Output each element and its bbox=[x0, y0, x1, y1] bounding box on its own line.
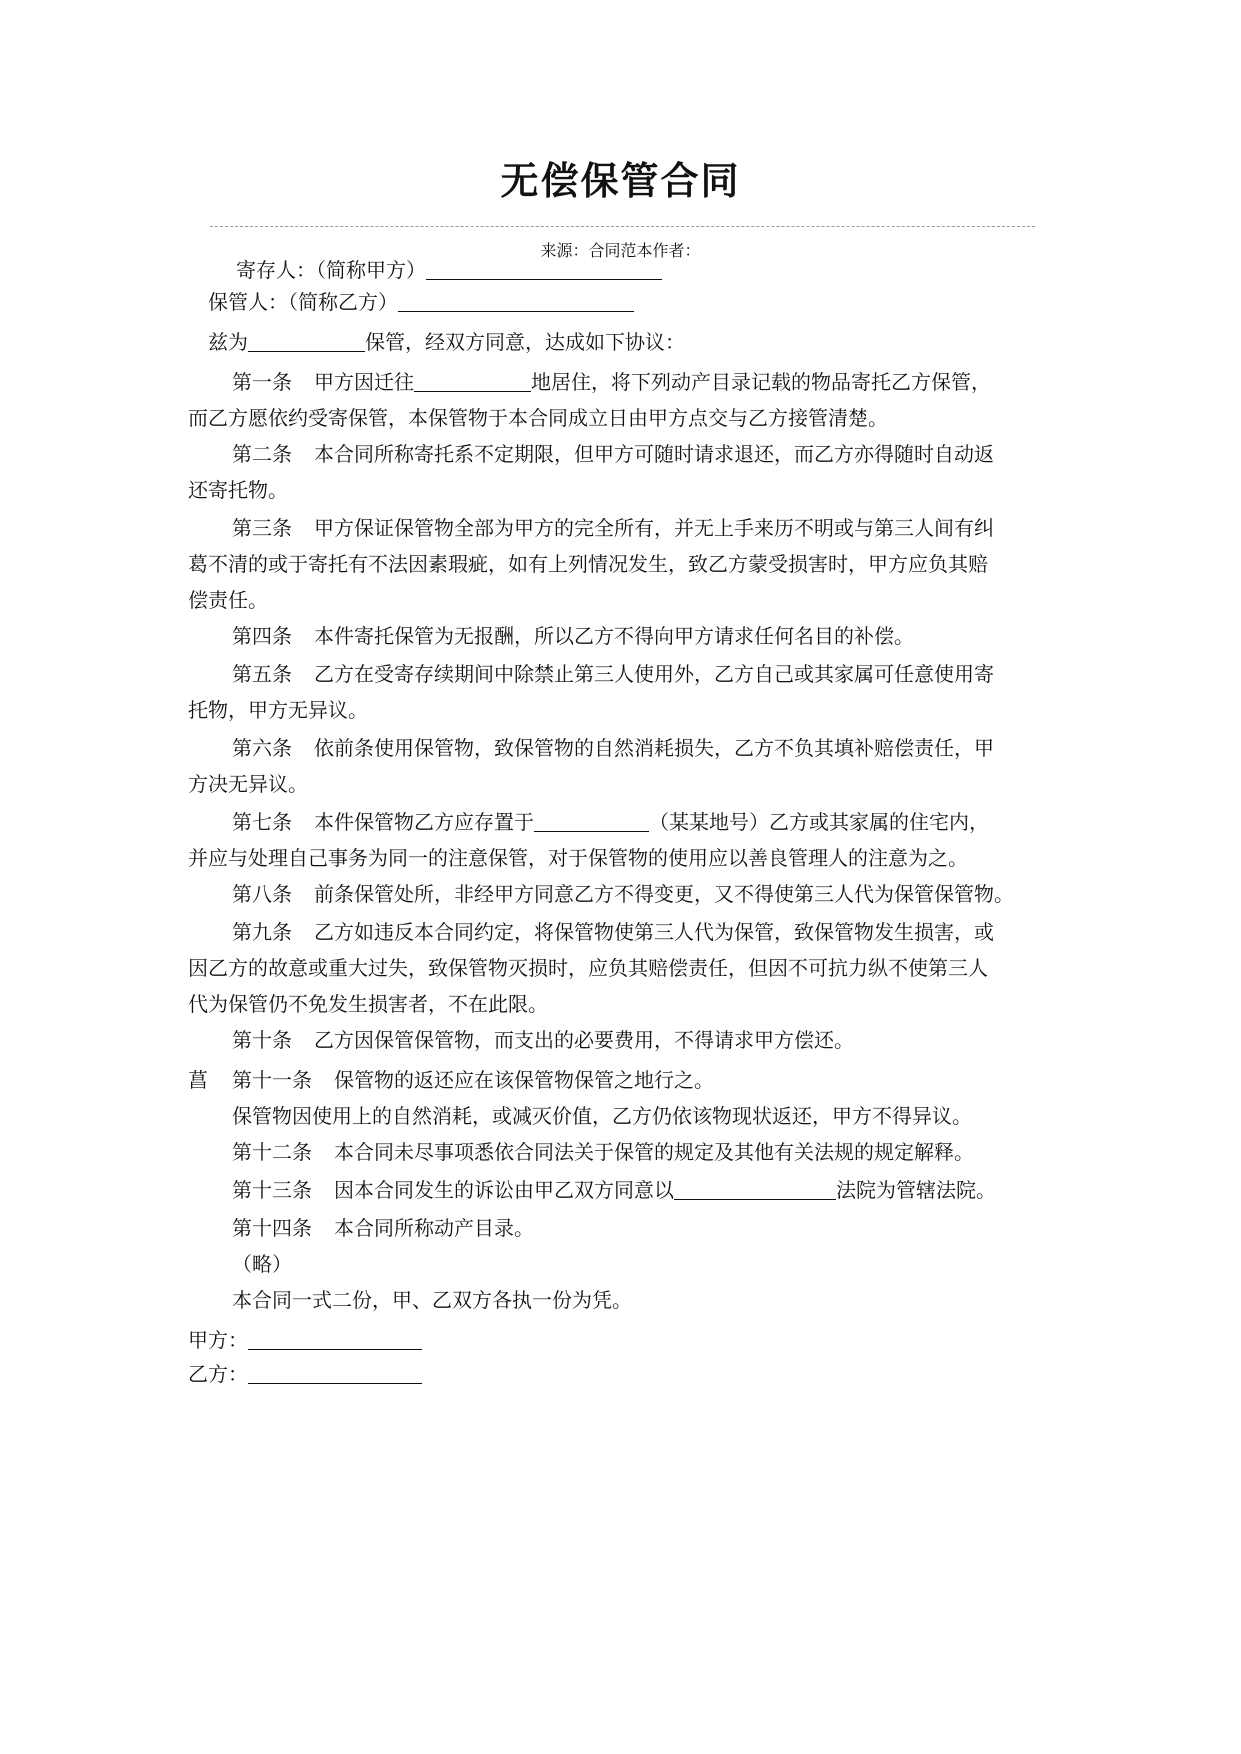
article-13-number: 第十三条 bbox=[232, 1178, 312, 1202]
article-11-number: 第十一条 bbox=[232, 1068, 312, 1092]
article-2-number: 第二条 bbox=[232, 442, 292, 466]
article-3-line-2: 葛不清的或于寄托有不法因素瑕疵，如有上列情况发生，致乙方蒙受损害时，甲方应负其赔 bbox=[188, 552, 988, 576]
article-11-text: 保管物的返还应在该保管物保管之地行之。 bbox=[334, 1068, 714, 1092]
article-1-text-cont: 地居住，将下列动产目录记载的物品寄托乙方保管， bbox=[531, 370, 991, 394]
article-1-text: 甲方因迁往 bbox=[314, 370, 414, 394]
article-6-number: 第六条 bbox=[232, 736, 292, 760]
article-14 bbox=[188, 1210, 1068, 1282]
source-line: 来源：合同范本作者： bbox=[540, 241, 701, 260]
article-13-text-cont: 法院为管辖法院。 bbox=[836, 1178, 996, 1202]
article-7-blank[interactable] bbox=[534, 807, 649, 832]
article-8-number: 第八条 bbox=[232, 882, 292, 906]
article-1-number: 第一条 bbox=[232, 370, 292, 394]
article-8-text: 前条保管处所，非经甲方同意乙方不得变更，又不得使第三人代为保管保管物。 bbox=[314, 882, 1014, 906]
article-6-text: 依前条使用保管物，致保管物的自然消耗损失，乙方不负其填补赔偿责任，甲 bbox=[314, 736, 994, 760]
article-3 bbox=[188, 510, 1068, 618]
article-10-text: 乙方因保管保管物，而支出的必要费用，不得请求甲方偿还。 bbox=[314, 1028, 854, 1052]
copies-line bbox=[188, 1282, 1068, 1318]
article-2-text: 本合同所称寄托系不定期限，但甲方可随时请求退还，而乙方亦得随时自动返 bbox=[314, 442, 994, 466]
intro-text-a: 兹为 bbox=[208, 330, 248, 354]
article-12-number: 第十二条 bbox=[232, 1140, 312, 1164]
article-1 bbox=[188, 364, 1068, 436]
signature-party-a bbox=[188, 1322, 1068, 1358]
document-title: 无偿保管合同 bbox=[500, 158, 741, 203]
article-12-text: 本合同未尽事项悉依合同法关于保管的规定及其他有关法规的规定解释。 bbox=[334, 1140, 974, 1164]
article-14-text: 本合同所称动产目录。 bbox=[334, 1216, 534, 1240]
article-5-number: 第五条 bbox=[232, 662, 292, 686]
custodian-blank[interactable] bbox=[398, 287, 634, 312]
party-a-signature-blank[interactable] bbox=[248, 1325, 422, 1350]
intro-text-b: 保管，经双方同意，达成如下协议： bbox=[365, 330, 685, 354]
article-4-number: 第四条 bbox=[232, 624, 292, 648]
article-14-omitted: （略） bbox=[232, 1252, 292, 1276]
article-6 bbox=[188, 730, 1068, 802]
article-13-text: 因本合同发生的诉讼由甲乙双方同意以 bbox=[334, 1178, 674, 1202]
article-7-line-2: 并应与处理自己事务为同一的注意保管，对于保管物的使用应以善良管理人的注意为之。 bbox=[188, 846, 968, 870]
article-4 bbox=[188, 618, 1068, 654]
signature-party-b bbox=[188, 1356, 1068, 1392]
party-a-label: 甲方： bbox=[188, 1328, 248, 1352]
depositor-label: 寄存人：（简称甲方） bbox=[236, 258, 426, 282]
article-11 bbox=[188, 1062, 1068, 1134]
article-5-line-2: 托物，甲方无异议。 bbox=[188, 698, 368, 722]
article-6-line-2: 方决无异议。 bbox=[188, 772, 308, 796]
party-b-signature-blank[interactable] bbox=[248, 1359, 422, 1384]
article-9-line-3: 代为保管仍不免发生损害者，不在此限。 bbox=[188, 992, 548, 1016]
article-4-text: 本件寄托保管为无报酬，所以乙方不得向甲方请求任何名目的补偿。 bbox=[314, 624, 914, 648]
article-12 bbox=[188, 1134, 1068, 1170]
intro-blank[interactable] bbox=[248, 327, 365, 352]
custodian-line bbox=[208, 284, 1088, 320]
article-1-line-2: 而乙方愿依约受寄保管，本保管物于本合同成立日由甲方点交与乙方接管清楚。 bbox=[188, 406, 888, 430]
article-9-line-2: 因乙方的故意或重大过失，致保管物灭损时，应负其赔偿责任，但因不可抗力纵不使第三人 bbox=[188, 956, 988, 980]
article-7-text: 本件保管物乙方应存置于 bbox=[314, 810, 534, 834]
title-divider bbox=[210, 226, 1035, 227]
article-10-number: 第十条 bbox=[232, 1028, 292, 1052]
article-2 bbox=[188, 436, 1068, 508]
article-5-text: 乙方在受寄存续期间中除禁止第三人使用外，乙方自己或其家属可任意使用寄 bbox=[314, 662, 994, 686]
copies-text: 本合同一式二份，甲、乙双方各执一份为凭。 bbox=[232, 1288, 632, 1312]
article-8 bbox=[188, 876, 1068, 912]
article-9-text: 乙方如违反本合同约定，将保管物使第三人代为保管，致保管物发生损害，或 bbox=[314, 920, 994, 944]
article-13-blank[interactable] bbox=[674, 1175, 836, 1200]
article-3-text: 甲方保证保管物全部为甲方的完全所有，并无上手来历不明或与第三人间有纠 bbox=[314, 516, 994, 540]
article-5 bbox=[188, 656, 1068, 728]
article-2-line-2: 还寄托物。 bbox=[188, 478, 288, 502]
article-10 bbox=[188, 1022, 1068, 1058]
article-3-number: 第三条 bbox=[232, 516, 292, 540]
margin-mark: 菖 bbox=[188, 1068, 208, 1092]
article-7 bbox=[188, 804, 1068, 876]
article-14-number: 第十四条 bbox=[232, 1216, 312, 1240]
article-1-blank[interactable] bbox=[414, 367, 531, 392]
article-7-number: 第七条 bbox=[232, 810, 292, 834]
article-13 bbox=[188, 1172, 1068, 1208]
party-b-label: 乙方： bbox=[188, 1362, 248, 1386]
article-3-line-3: 偿责任。 bbox=[188, 588, 268, 612]
depositor-line bbox=[236, 252, 1116, 288]
custodian-label: 保管人：（简称乙方） bbox=[208, 290, 398, 314]
depositor-blank[interactable] bbox=[426, 255, 662, 280]
article-7-text-cont: （某某地号）乙方或其家属的住宅内， bbox=[649, 810, 989, 834]
intro-line bbox=[208, 324, 1088, 360]
article-9 bbox=[188, 914, 1068, 1022]
article-9-number: 第九条 bbox=[232, 920, 292, 944]
article-11-line-2: 保管物因使用上的自然消耗，或减灭价值，乙方仍依该物现状返还，甲方不得异议。 bbox=[232, 1104, 972, 1128]
